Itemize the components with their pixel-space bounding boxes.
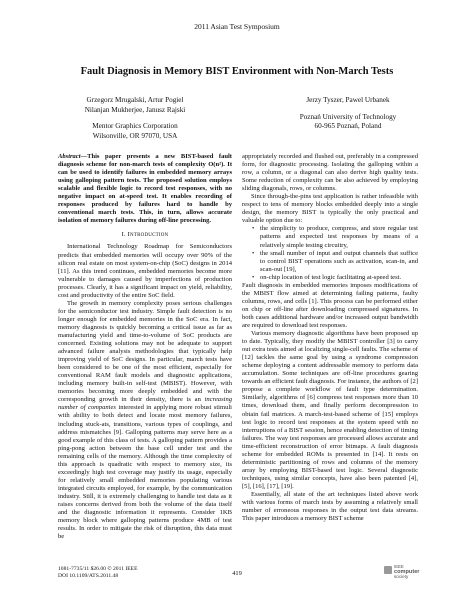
right-column [242, 153, 418, 523]
author-names-right: Jerzy Tyszer, Pawel Urbanek [306, 96, 390, 104]
authors-left-block [55, 96, 215, 141]
section-title: Introduction [127, 231, 169, 239]
paper-title: Fault Diagnosis in Memory BIST Environment with Non-March Tests [80, 66, 394, 77]
logo-mark-icon [384, 566, 392, 574]
section-numeral: I. [121, 231, 126, 239]
abstract-text: —This paper presents a new BIST-based fault diagnosis scheme for non-march tests of complexity O(n²). It can be used to identify failures in embedded memory arrays using galloping pattern tests. The proposed solution employs scalable and flexible logic to record test responses, with no negative impact on at-speed test. It enables recording of responses produced by failures hard to handle by conventional march tests. This, in turn, allows accurate isolation of memory failures during off-line processing. [58, 153, 232, 225]
footer-price-line: 1081-7735/11 $26.00 © 2011 IEEE [58, 566, 138, 572]
paragraph: appropriately recorded and flushed out, preferably in a compressed form, for diagnostic processing. Isolating the galloping within a row, a column, or a diagonal can also derive high quality tests. Some reduction of complexity can be also achieved by employing sliding diagonals, rows, or columns. [242, 153, 418, 193]
paragraph-text: interested in applying more robust stimuli with ability to both detect and locate most memory failures, including stuck-ats, transitions, various types of couplings, and address mismatches [9]. Galloping patterns may serve here as a good example of this class of tests. A galloping pattern provides a ping-pong action between the base cell under test and the remaining cells of the memory. Although the time complexity of this approach is quadratic with respect to memory size, its exceedingly high test coverage may justify its usage, especially for relatively small embedded memories populating various integrated circuits employed, for example, by the communication industry. Still, it is extremely challenging to handle test data as it raises concerns derived from both the volume of the data itself and the diagnostic information it represents. Consider 1KB memory block where galloping patterns produce 4MB of test results. In order to mitigate the risk of disruption, this data must be [58, 404, 232, 541]
list-item: • the small number of input and output channels that suffice to control BIST operations such as activation, scan-in, and scan-out [19], [252, 250, 418, 274]
list-item: • the simplicity to produce, compress, and store regular test patterns and expected test responses by means of a relatively simple testing circuitry, [252, 225, 418, 249]
section-heading [58, 231, 232, 239]
paragraph [58, 300, 232, 541]
page-number: 419 [232, 570, 242, 577]
paragraph: Fault diagnosis in embedded memories imposes modifications of the MBIST flow aimed at determining failing patterns, faulty columns, rows, and cells [1]. This process can be performed either on chip or off-line after downloading compressed signatures. In both cases additional hardware and/or increased output bandwidth are required to download test responses. [242, 281, 418, 329]
paragraph-text: The growth in memory complexity poses serious challenges for the semiconductor test industry. Simple fault detection is no longer enough for embedded memories in the SoC era. In fact, memory diagnosis is quickly becoming a critical issue as far as manufacturing yield and time-to-volume of SoC products are concerned. Existing solutions may not be adequate to support advanced failure analysis methodologies that typically help improving yield of SoC designs. In particular, march tests have been considered to be one of the most efficient, especially for conventional RAM fault models and diagnostic applications, including memory built-in self-test (MBIST). However, with memories becoming more deeply embedded and with the corresponding growth in their density, there is an [58, 299, 232, 404]
paragraph: Various memory diagnostic algorithms have been proposed up to date. Typically, they modify the MBIST controller [3] to carry out extra tests aimed at localizing single-cell faults. The scheme of [12] tackles the same goal by using a syndrome compression scheme deploying a content addressable memory to perform data accumulation. Some techniques are off-line procedures gearing towards an efficient fault diagnosis. For instance, the authors of [2] propose a complete workflow of fault type determination. Similarly, algorithms of [6] compress test responses more than 10 times, download them, and finally perform decompression to obtain fail matrices. A march-test-based scheme of [15] employs test logic to record test responses at the system speed with no interruptions of a BIST session, hence enabling detection of timing failures. The way test responses are processed allows accurate and time-efficient reconstruction of error bitmaps. A fault diagnosis scheme for embedded ROMs is presented in [14]. It rests on deterministic partitioning of rows and columns of the memory array by employing BIST-based test logic. Several diagnostic techniques, using similar concepts, have also been patented [4], [5], [16], [17], [19]. [242, 330, 418, 490]
bullet-list [252, 225, 418, 281]
list-item: • on-chip location of test logic facilitating at-speed test. [252, 274, 418, 282]
abstract-label: Abstract [58, 153, 81, 160]
paragraph: International Technology Roadmap for Semiconductors predicts that embedded memories will occupy over 90% of the silicon real estate on most system-on-chip (SoC) designs in 2014 [11]. As this trend continues, embedded memories become more vulnerable to damages caused by imperfections of production processes. Clearly, it has a significant impact on yield, reliability, cost and productivity of the entire SoC field. [58, 243, 232, 299]
conference-header: 2011 Asian Test Symposium [194, 22, 280, 31]
paragraph: Essentially, all state of the art techniques listed above work with various forms of march tests by assuming a relatively small number of erroneous responses in the output test data streams. This paper introduces a memory BIST scheme [242, 490, 418, 523]
abstract [58, 153, 232, 225]
author-names-2: Nilanjan Mukherjee, Janusz Rajski [84, 105, 186, 114]
logo-line-3: society [394, 574, 409, 579]
logo-line-2: computer [394, 569, 420, 575]
footer-doi: DOI 10.1109/ATS.2011.48 [58, 573, 119, 579]
authors-right-block [268, 96, 428, 132]
affiliation-org: Mentor Graphics Corporation [92, 122, 178, 130]
left-column [58, 153, 232, 541]
affiliation-address: Wilsonville, OR 97070, USA [92, 131, 178, 140]
affiliation-org-right: Poznań University of Technology [299, 112, 397, 121]
paragraph-emphasis: increasing number of companies [58, 396, 232, 412]
ieee-computer-society-logo [384, 563, 418, 579]
paragraph: Since through-the-pins test application is rather infeasible with respect to tens of memory blocks embedded deeply into a single design, the memory BIST is typically the only practical and valuable option due to: [242, 193, 418, 225]
author-names-1: Grzegorz Mrugalski, Artur Pogiel [86, 96, 184, 104]
logo-line-1: IEEE [394, 564, 404, 569]
affiliation-address-right: 60-965 Poznań, Poland [314, 122, 382, 130]
